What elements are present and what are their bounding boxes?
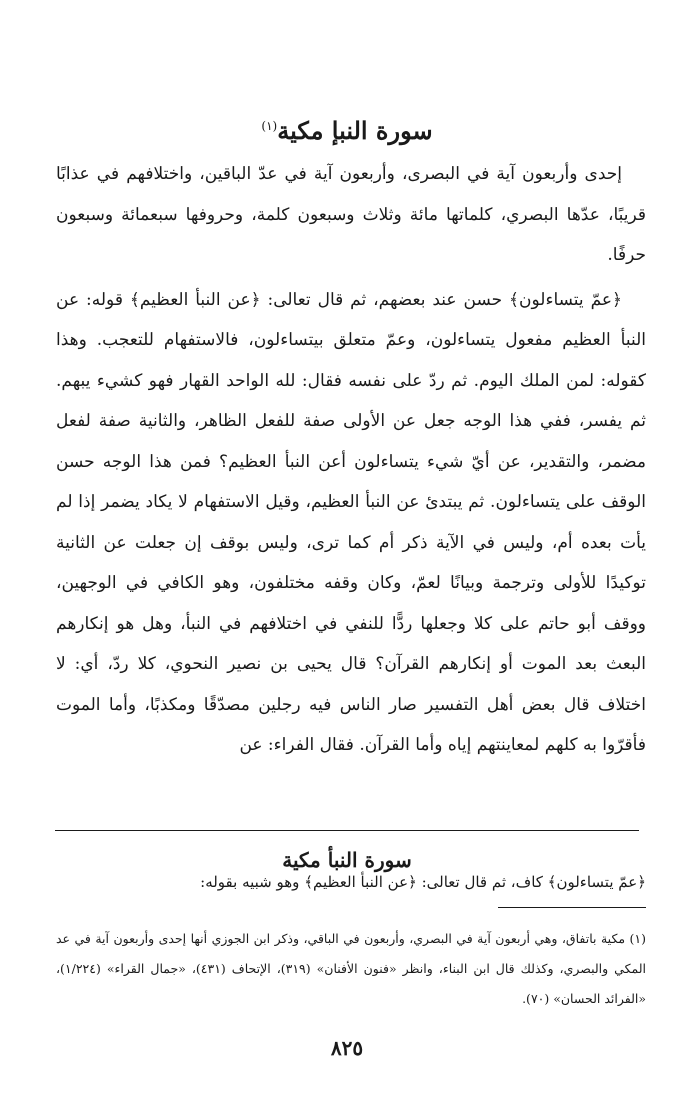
lower-section-title: سورة النبأ مكية: [282, 848, 412, 872]
page-number: ٨٢٥: [330, 1036, 364, 1060]
section-divider: [55, 830, 639, 831]
main-text: [56, 154, 646, 766]
surah-title-text: سورة النبإ مكية: [277, 116, 433, 145]
commentary-paragraph: ﴿عمّ يتساءلون﴾ حسن عند بعضهم، ثم قال تعالى: ﴿عن النبأ العظيم﴾ قوله: عن النبأ العظيم مفعول يتساءلون، وعمّ متعلق بيتساءلون، فالاستفهام للتعجب. وهذا كقوله: لمن الملك اليوم. ثم ردّ على نفسه فقال: لله الواحد القهار فهو كشيء يبهم. ثم يفسر، ففي هذا الوجه جعل عن الأولى صفة للفعل الظاهر، والثانية صفة لفعل مضمر، والتقدير، عن أيّ شيء يتساءلون أعن النبأ العظيم؟ فمن هذا الوجه حسن الوقف على يتساءلون. ثم يبتدئ عن النبأ العظيم، وقيل الاستفهام لا يكاد يضمر إذا لم يأت بعده أم، وليس في الآية ذكر أم كما ترى، وليس بوقف إن جعلت عن الثانية توكيدًا للأولى وترجمة وبيانًا لعمّ، وكان وقفه مختلفون، وهو الكافي في الوجهين، ووقف أبو حاتم على كلا وجعلها ردًّا للنفي في اختلافهم في النبأ، وهل هو إنكارهم البعث بعد الموت أو إنكارهم القرآن؟ قال يحيى بن نصير النحوي، كلا ردّ، أي: لا اختلاف قال بعض أهل التفسير صار الناس فيه رجلين مصدّقًا ومكذبًا، وأما الموت فأقرّوا به كلهم لمعاينتهم إياه وأما القرآن. فقال الفراء: عن: [56, 289, 646, 755]
surah-title: [0, 106, 694, 151]
footnote-marker: (١): [261, 119, 278, 133]
intro-paragraph: إحدى وأربعون آية في البصرى، وأربعون آية في عدّ الباقين، واختلافهم في عذابًا قريبًا، عدّها البصري، كلماتها مائة وثلاث وسبعون كلمة، وحروفها سبعمائة وسبعون حرفًا.: [56, 164, 646, 265]
footnote: (١) مكية باتفاق، وهي أربعون آية في البصري، وأربعون في الباقي، وذكر ابن الجوزي أنها إحدى وأربعون آية في عد المكي والبصري، وكذلك قال ابن البناء، وانظر «فنون الأفنان» (٣١٩)، الإتحاف (٤٣١)، «جمال القراء» (١/٢٢٤)، «الفرائد الحسان» (٧٠).: [56, 931, 647, 1006]
footnote-divider: [498, 907, 646, 908]
lower-section-text: ﴿عمّ يتساءلون﴾ كاف، ثم قال تعالى: ﴿عن النبأ العظيم﴾ وهو شبيه بقوله:: [200, 873, 646, 891]
